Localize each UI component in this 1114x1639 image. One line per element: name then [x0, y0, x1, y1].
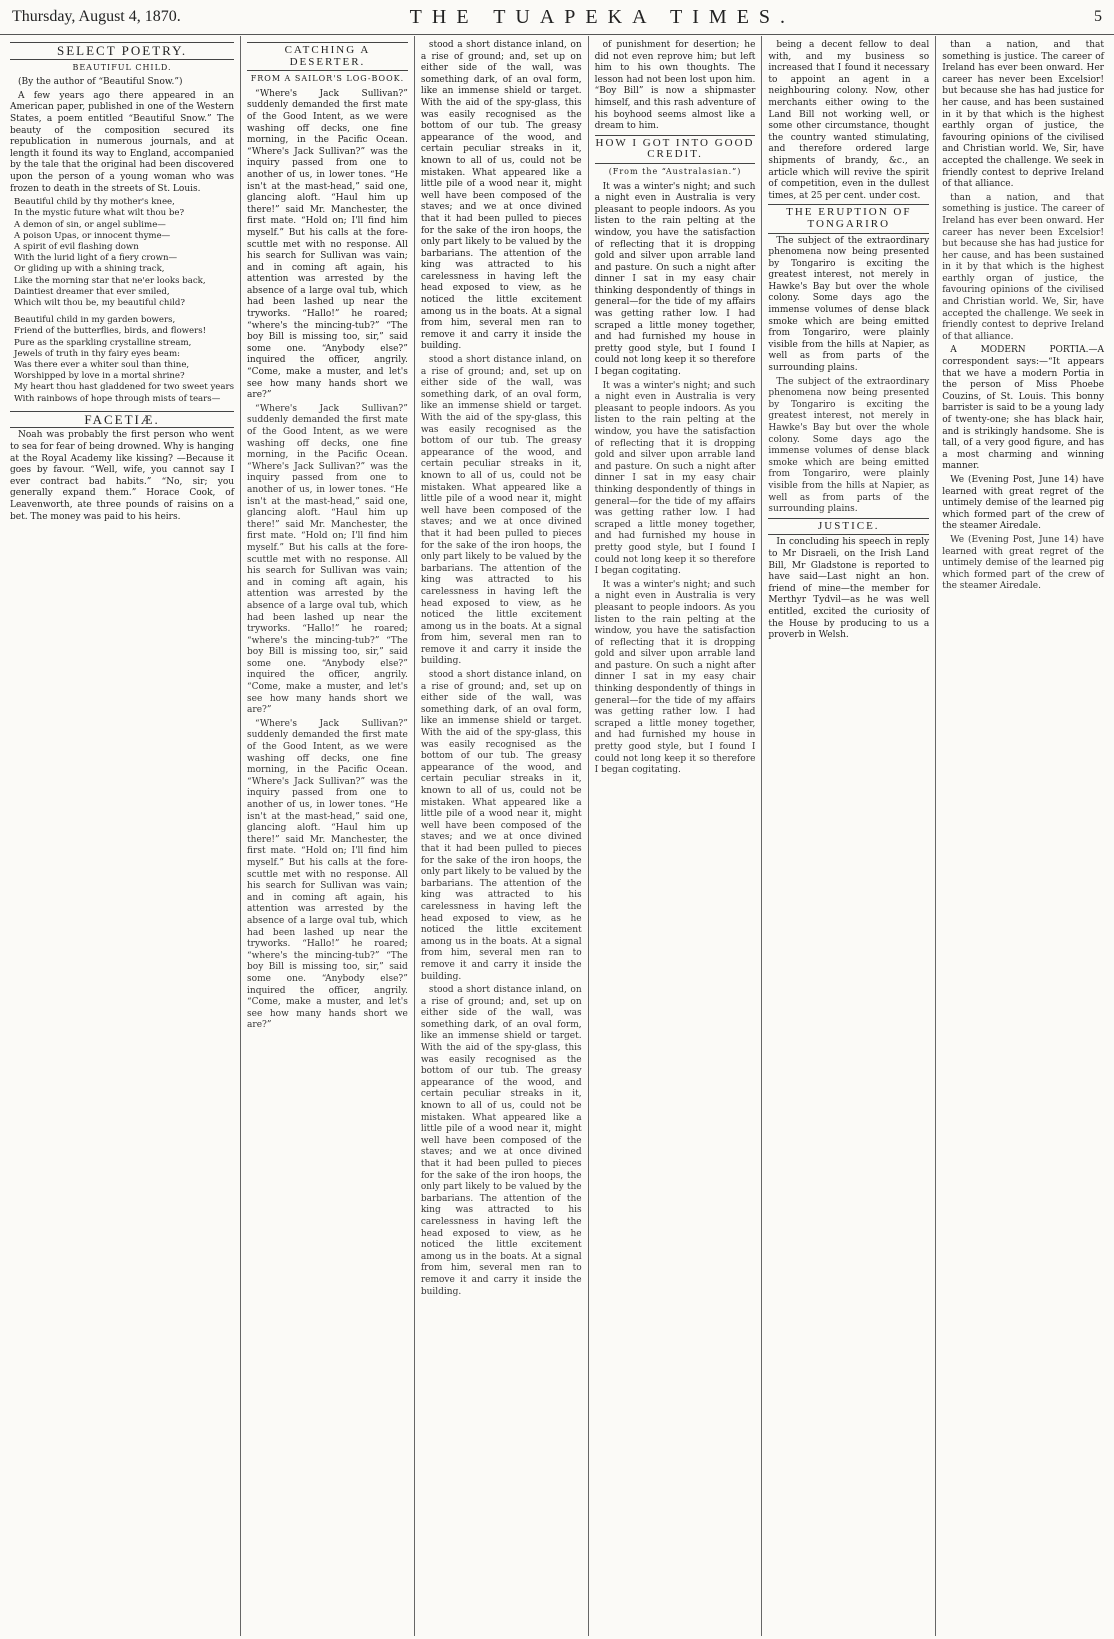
newspaper-title: THE TUAPEKA TIMES.: [409, 5, 796, 28]
facetiae-text: Noah was probably the first person who went to sea for fear of being drowned. Why is hanging at the Royal Academy like kissing? —Because it goes by favour. “Well, wife, you cannot say I ever contract bad habits.” “No, sir; you generally expand them.” Horace Cook, of Leavenworth, ate three pounds of raisins on a bet. The money was paid to his heirs.: [10, 430, 235, 522]
column-4: [589, 36, 763, 1636]
article-body-credit-cont-2: It was a winter's night; and such a night even in Australia is very pleasant to people indoors. As you listen to the rain pelting at the window, you have the satisfaction of reflecting that it is dropping gold and silver upon arrable land and pasture. On such a night after dinner I sat in my easy chair thinking despondently of things in general—for the tide of my affairs was getting rather low. I had scraped a little money together, and had furnished my house in pretty good style, but I found I could not long keep it so therefore I began cogitating.: [594, 579, 756, 776]
poem-intro: A few years ago there appeared in an American paper, published in one of the Western States, a poem entitled “Beautiful Snow.” The beauty of the composition secured its republication in numerous journals, and at length it found its way to England, accompanied by the tale that the original had been discovered upon the person of a young woman who was frozen to death in the streets of St. Louis.: [10, 90, 235, 194]
article-body-justice-col6-cont: than a nation, and that something is justice. The career of Ireland has ever been onward. Her career has never been Excelsior! but because she has had justice for her cause, and has been sustained in it by that which is the highest earthly organ of justice, the favouring opinions of the civilised and Christian world. We, Sir, have accepted the challenge. We seek in friendly contest to deprive Ireland of that alliance.: [942, 192, 1104, 342]
column-1: [4, 36, 241, 1636]
article-body-justice-col6: than a nation, and that something is justice. The career of Ireland has ever been onward. Her career has never been Excelsior! but because she has had justice for her cause, and has been sustained in it by that which is the highest earthly organ of justice, the favouring opinions of the civilised and Christian world. We, Sir, have accepted the challenge. We seek in friendly contest to deprive Ireland of that alliance.: [942, 40, 1104, 190]
issue-date: Thursday, August 4, 1870.: [12, 8, 181, 25]
article-body-deserter-cont-2: “Where's Jack Sullivan?” suddenly demanded the first mate of the Good Intent, as we were washing off decks, one fine morning, in the Pacific Ocean. “Where's Jack Sullivan?” was the inquiry passed from one to another of us, in lower tones. “He isn't at the mast-head,” said one, glancing aloft. “Haul him up there!” said Mr. Manchester, the first mate. “Hold on; I'll find him myself.” But his calls at the fore-scuttle met with no response. All his search for Sullivan was vain; and in coming aft again, his attention was arrested by the absence of a large oval tub, which had been lashed up near the tryworks. “Hallo!” he roared; “where's the mincing-tub?” “The boy Bill is missing too, sir,” said some one. “Anybody else?” inquired the officer, angrily. “Come, make a muster, and let's see how many hands short we are?”: [247, 718, 408, 1031]
article-modern-portia: A MODERN PORTIA.—A correspondent says:—“It appears that we have a modern Portia in the person of Miss Phoebe Couzins, of St. Louis. This bonny barrister is said to be a young lady of twenty-one; she has black hair, and is strikingly handsome. She is tall, of a very good figure, and has a most charming and winning manner.: [942, 345, 1104, 472]
article-source-credit: (From the “Australasian.”): [608, 166, 742, 176]
article-body-deserter-col3-cont-3: stood a short distance inland, on a rise of ground; and, set up on either side of the wall, was something dark, of an oval form, like an immense shield or target. With the aid of the spy-glass, this was easily recognised as the bottom of our tub. The greasy appearance of the wood, and certain peculiar streaks in it, known to all of us, could not be mistaken. What appeared like a little pile of a wood near it, might well have been composed of the staves; and we at once divined that it had been pulled to pieces for the sake of the iron hoops, the only part likely to be valued by the barbarians. The attention of the king was attracted to his carelessness in having left the head exposed to view, as he noticed the little excitement among us in the boats. At a signal from him, several men ran to remove it and carry it inside the building.: [420, 985, 582, 1297]
poem-note: (By the author of “Beautiful Snow.”): [18, 77, 183, 88]
article-end-deserter: of punishment for desertion; he did not even reprove him; but left him to his own thoughts. The lesson had not been lost upon him. “Boy Bill” is now a shipmaster himself, and this rash adventure of his boyhood seems almost like a dream to him.: [594, 40, 756, 132]
article-body-credit: It was a winter's night; and such a night even in Australia is very pleasant to people indoors. As you listen to the rain pelting at the window, you have the satisfaction of reflecting that it is dropping gold and silver upon arrable land and pasture. On such a night after dinner I sat in my easy chair thinking despondently of things in general—for the tide of my affairs was getting rather low. I had scraped a little money together, and had furnished my house in pretty good style, but I found I could not long keep it so therefore I began cogitating.: [594, 181, 756, 378]
article-body-credit-cont: It was a winter's night; and such a night even in Australia is very pleasant to people indoors. As you listen to the rain pelting at the window, you have the satisfaction of reflecting that it is dropping gold and silver upon arrable land and pasture. On such a night after dinner I sat in my easy chair thinking despondently of things in general—for the tide of my affairs was getting rather low. I had scraped a little money together, and had furnished my house in pretty good style, but I found I could not long keep it so therefore I began cogitating.: [594, 380, 756, 577]
page-number: 5: [1094, 8, 1102, 25]
article-heading-justice: JUSTICE.: [768, 518, 929, 536]
column-2: [241, 36, 415, 1636]
article-subheading-deserter: FROM A SAILOR'S LOG-BOOK.: [250, 74, 405, 84]
column-3: [415, 36, 589, 1636]
article-body-credit-col5: being a decent fellow to deal with, and my business so increased that I found it necessary to appoint an agent in a neighbouring colony. Now, other merchants either owing to the Land Bill not working well, or some other circumstance, thought the country wanted stimulating, and therefore ordered large shipments of brandy, &c., an article which will revive the spirit of competition, even in the dullest times, at 25 per cent. under cost.: [768, 40, 930, 201]
poem-title: BEAUTIFUL CHILD.: [72, 62, 172, 72]
article-body-tongariro-cont: The subject of the extraordinary phenomena now being presented by Tongariro is exciting the greatest interest, not merely in Hawke's Bay but over the whole colony. Some days ago the immense volumes of dense black smoke which are being emitted from Tongariro, were plainly visible from the hills at Napier, as well as from parts of the surrounding plains.: [768, 376, 930, 515]
article-body-justice: In concluding his speech in reply to Mr Disraeli, on the Irish Land Bill, Mr Gladstone is reported to have said—Last night an hon. friend of mine—the member for Merthyr Tydvil—as he was well entitled, excited the curiosity of the House by producing to us a proverb in Welsh.: [768, 537, 930, 641]
article-heading-deserter: CATCHING A DESERTER.: [247, 42, 408, 71]
section-heading-poetry: SELECT POETRY.: [10, 42, 234, 60]
article-heading-tongariro: THE ERUPTION OF TONGARIRO: [768, 204, 929, 233]
article-body-deserter-col3-cont-2: stood a short distance inland, on a rise of ground; and, set up on either side of the wall, was something dark, of an oval form, like an immense shield or target. With the aid of the spy-glass, this was easily recognised as the bottom of our tub. The greasy appearance of the wood, and certain peculiar streaks in it, known to all of us, could not be mistaken. What appeared like a little pile of a wood near it, might well have been composed of the staves; and we at once divined that it had been pulled to pieces for the sake of the iron hoops, the only part likely to be valued by the barbarians. The attention of the king was attracted to his carelessness in having left the head exposed to view, as he noticed the little excitement among us in the boats. At a signal from him, several men ran to remove it and carry it inside the building.: [420, 670, 582, 982]
article-body-deserter-col3-cont: stood a short distance inland, on a rise of ground; and, set up on either side of the wall, was something dark, of an oval form, like an immense shield or target. With the aid of the spy-glass, this was easily recognised as the bottom of our tub. The greasy appearance of the wood, and certain peculiar streaks in it, known to all of us, could not be mistaken. What appeared like a little pile of a wood near it, might well have been composed of the staves; and we at once divined that it had been pulled to pieces for the sake of the iron hoops, the only part likely to be valued by the barbarians. The attention of the king was attracted to his carelessness in having left the head exposed to view, as he noticed the little excitement among us in the boats. At a signal from him, several men ran to remove it and carry it inside the building.: [420, 355, 582, 667]
article-learned-pig-cont: We (Evening Post, June 14) have learned with great regret of the untimely demise of the learned pig which formed part of the crew of the steamer Airedale.: [942, 534, 1104, 592]
article-body-deserter-col3: stood a short distance inland, on a rise of ground; and, set up on either side of the wall, was something dark, of an oval form, like an immense shield or target. With the aid of the spy-glass, this was easily recognised as the bottom of our tub. The greasy appearance of the wood, and certain peculiar streaks in it, known to all of us, could not be mistaken. What appeared like a little pile of a wood near it, might well have been composed of the staves; and we at once divined that it had been pulled to pieces for the sake of the iron hoops, the only part likely to be valued by the barbarians. The attention of the king was attracted to his carelessness in having left the head exposed to view, as he noticed the little excitement among us in the boats. At a signal from him, several men ran to remove it and carry it inside the building.: [420, 40, 582, 352]
article-heading-credit: HOW I GOT INTO GOOD CREDIT.: [595, 135, 756, 164]
section-heading-facetiae: FACETIÆ.: [10, 411, 234, 429]
article-body-deserter: “Where's Jack Sullivan?” suddenly demanded the first mate of the Good Intent, as we were washing off decks, one fine morning, in the Pacific Ocean. “Where's Jack Sullivan?” was the inquiry passed from one to another of us, in lower tones. “He isn't at the mast-head,” said one, glancing aloft. “Haul him up there!” said Mr. Manchester, the first mate. “Hold on; I'll find him myself.” But his calls at the fore-scuttle met with no response. All his search for Sullivan was vain; and in coming aft again, his attention was arrested by the absence of a large oval tub, which had been lashed up near the tryworks. “Hallo!” he roared; “where's the mincing-tub?” “The boy Bill is missing too, sir,” said some one. “Anybody else?” inquired the officer, angrily. “Come, make a muster, and let's see how many hands short we are?”: [247, 88, 408, 401]
masthead: [0, 0, 1114, 35]
column-5: [762, 36, 936, 1636]
poem-stanza-1: Beautiful child by thy mother's knee, In the mystic future what wilt thou be? A demon of sin, or angel sublime— A poison Upas, or innocent thyme— A spirit of evil flashing down With the lurid light of a fiery crown— Or gliding up with a shining track, Like the morning star that ne'er looks back, Daintiest dreamer that ever smiled, Which wilt thou be, my beautiful child?: [14, 197, 206, 308]
column-6: [936, 36, 1110, 1636]
article-body-deserter-cont: “Where's Jack Sullivan?” suddenly demanded the first mate of the Good Intent, as we were washing off decks, one fine morning, in the Pacific Ocean. “Where's Jack Sullivan?” was the inquiry passed from one to another of us, in lower tones. “He isn't at the mast-head,” said one, glancing aloft. “Haul him up there!” said Mr. Manchester, the first mate. “Hold on; I'll find him myself.” But his calls at the fore-scuttle met with no response. All his search for Sullivan was vain; and in coming aft again, his attention was arrested by the absence of a large oval tub, which had been lashed up near the tryworks. “Hallo!” he roared; “where's the mincing-tub?” “The boy Bill is missing too, sir,” said some one. “Anybody else?” inquired the officer, angrily. “Come, make a muster, and let's see how many hands short we are?”: [247, 403, 408, 716]
article-body-tongariro: The subject of the extraordinary phenomena now being presented by Tongariro is exciting the greatest interest, not merely in Hawke's Bay but over the whole colony. Some days ago the immense volumes of dense black smoke which are being emitted from Tongariro, were plainly visible from the hills at Napier, as well as from parts of the surrounding plains.: [768, 235, 930, 374]
article-learned-pig: We (Evening Post, June 14) have learned with great regret of the untimely demise of the learned pig which formed part of the crew of the steamer Airedale.: [942, 474, 1104, 532]
columns: [4, 36, 1110, 1636]
poem-stanza-2: Beautiful child in my garden bowers, Friend of the butterflies, birds, and flowers! Pure as the sparkling crystalline stream, Jewels of truth in thy fairy eyes beam: Was there ever a whiter soul than thine, Worshipped by love in a mortal shrine? My heart thou hast gladdened for two sweet years With rainbows of hope through mists of tears—: [14, 315, 235, 404]
